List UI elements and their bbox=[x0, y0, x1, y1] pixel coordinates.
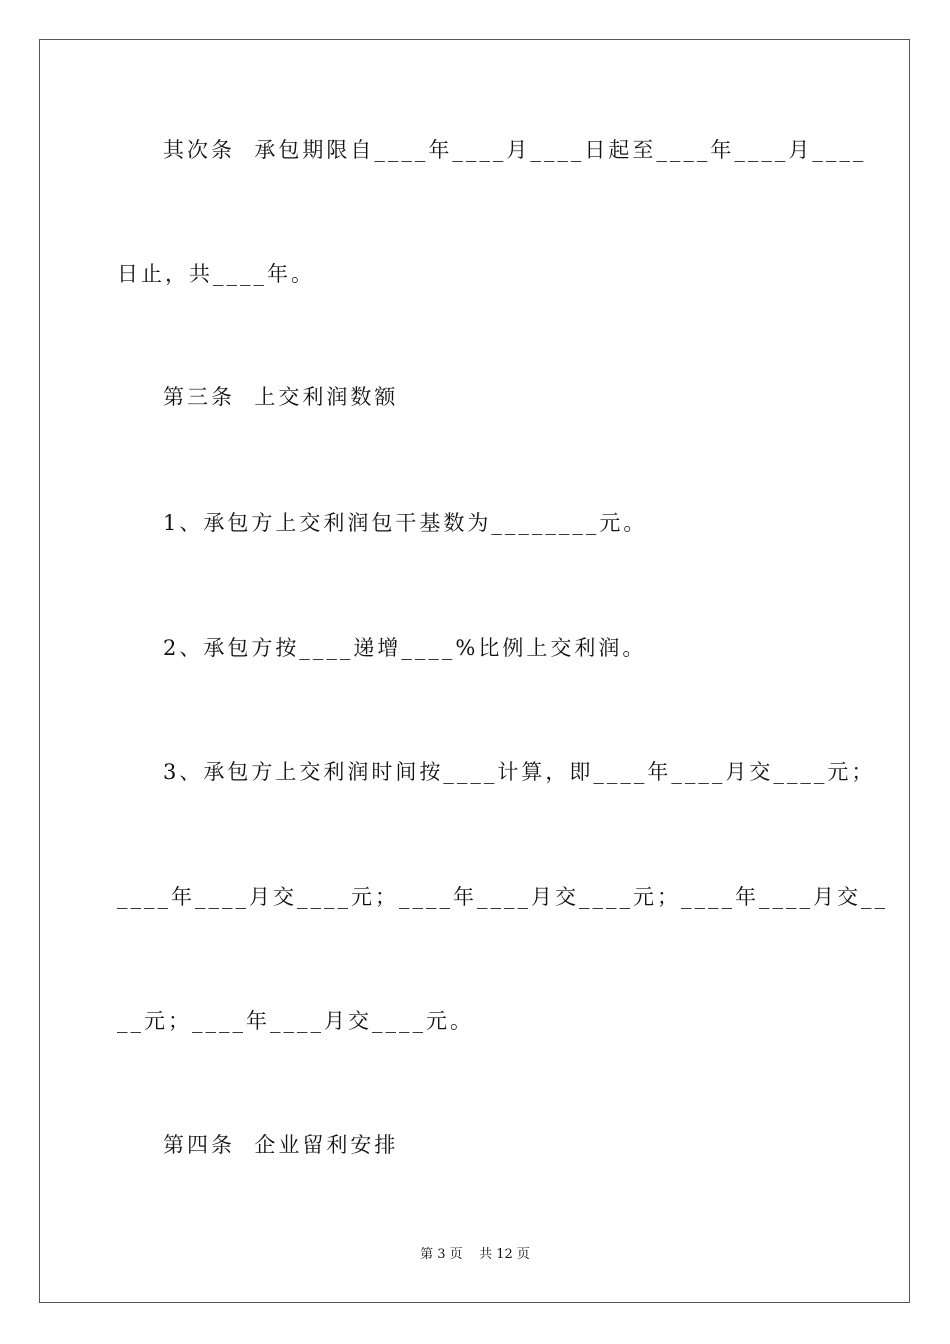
text-line-profit-base: 1、承包方上交利润包干基数为________元。 bbox=[163, 511, 648, 535]
heading-article-four: 第四条 企业留利安排 bbox=[163, 1133, 399, 1157]
text-line-term-end: 日止，共____年。 bbox=[117, 262, 315, 286]
text-line-profit-schedule-end: __元；____年____月交____元。 bbox=[117, 1009, 474, 1033]
text-line-profit-increase: 2、承包方按____递增____%比例上交利润。 bbox=[163, 636, 647, 660]
text-line-profit-schedule-cont: ____年____月交____元；____年____月交____元；____年____月交__ bbox=[117, 885, 888, 909]
heading-article-three: 第三条 上交利润数额 bbox=[163, 385, 399, 409]
text-line-profit-schedule: 3、承包方上交利润时间按____计算，即____年____月交____元； bbox=[163, 760, 876, 784]
page-number-footer: 第 3 页 共 12 页 bbox=[420, 1247, 530, 1262]
text-line-term-period: 其次条 承包期限自____年____月____日起至____年____月____ bbox=[163, 138, 867, 162]
page-frame bbox=[39, 39, 910, 1303]
